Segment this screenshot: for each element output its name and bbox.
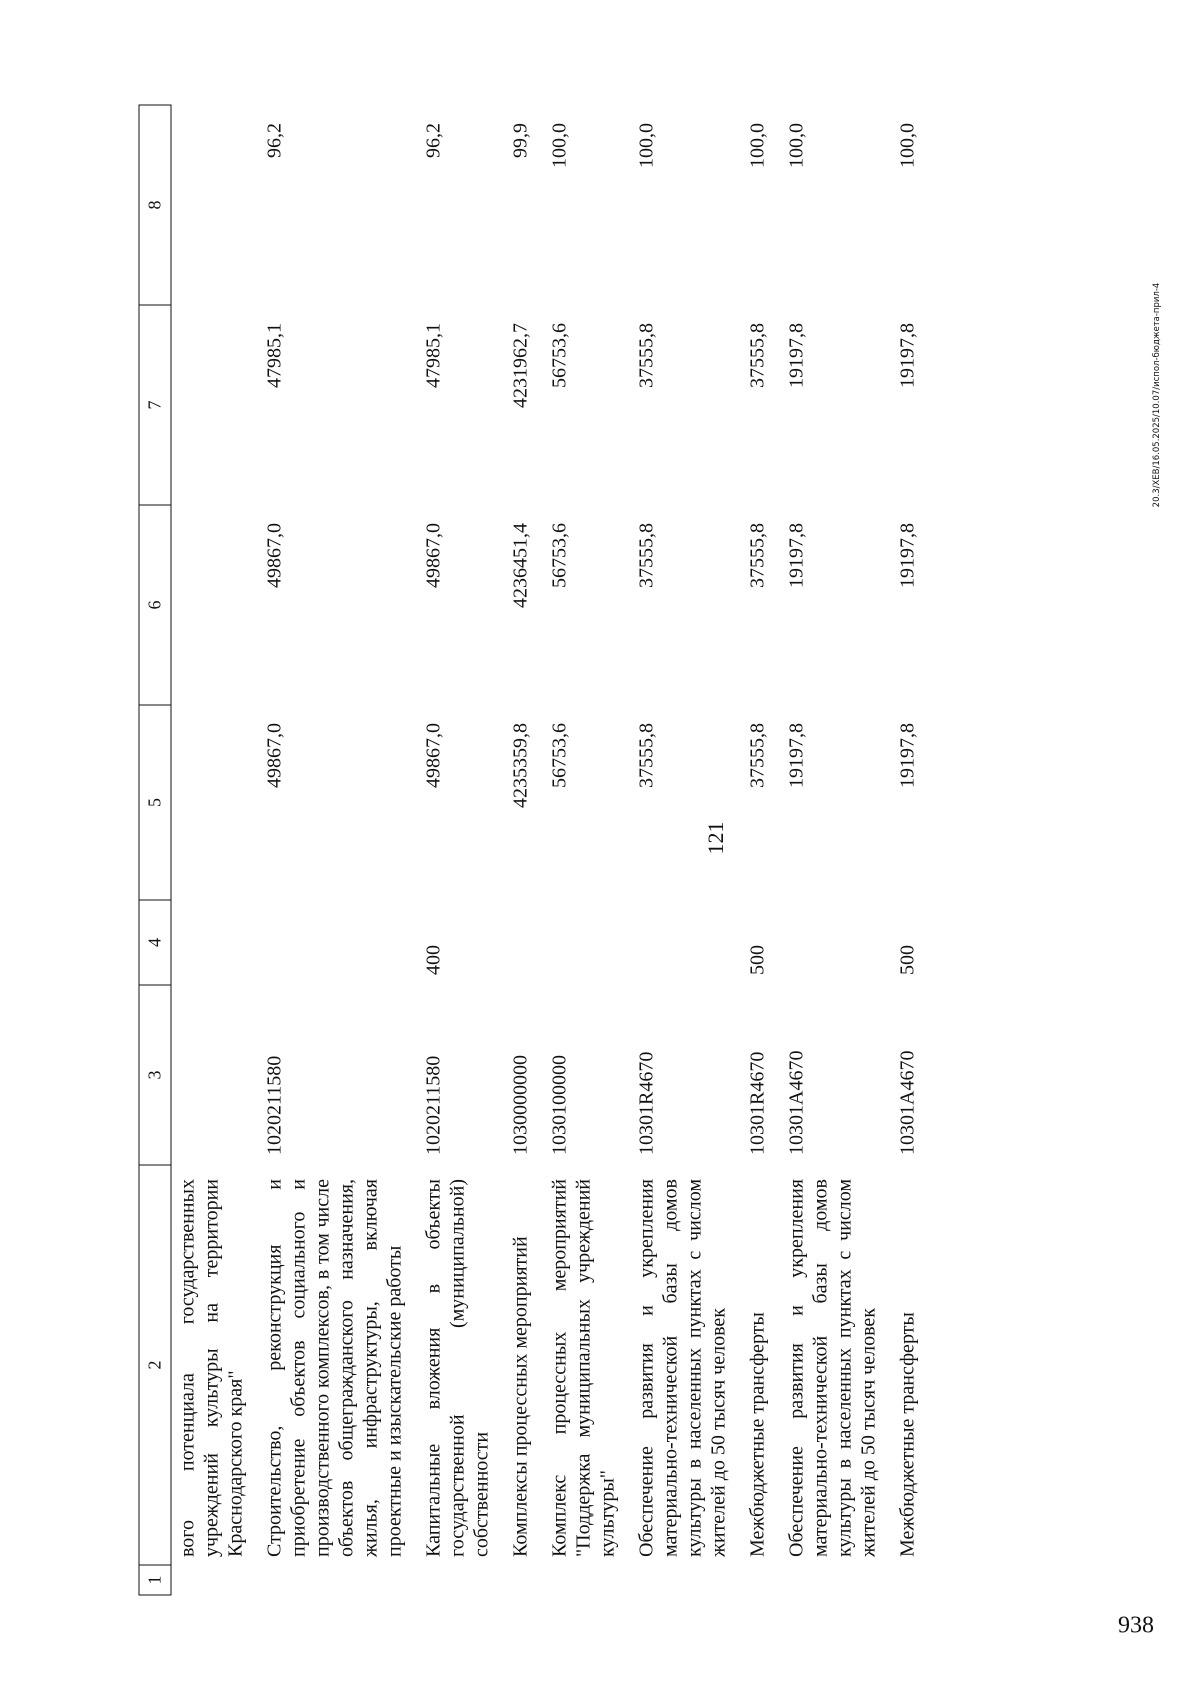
row-c5: 37555,8 (746, 723, 769, 788)
table-row (422, 105, 509, 1595)
table-cell (548, 1565, 635, 1595)
row-c8: 100,0 (785, 123, 808, 168)
row-code: 1020211580 (422, 1055, 445, 1155)
table-cell (171, 1565, 263, 1595)
row-c6: 19197,8 (896, 523, 919, 588)
footer-code: 20.3/ХЕВ/16.05.2025/10.07/испол-бюджета-прил-4 (1152, 282, 1162, 508)
table-cell (746, 1565, 785, 1595)
row-c6: 49867,0 (263, 523, 286, 588)
row-c6 (171, 505, 263, 705)
column-header: 4 (139, 900, 171, 985)
row-c8: 100,0 (896, 123, 919, 168)
column-header: 8 (139, 105, 171, 305)
budget-table-rotated (139, 106, 1174, 1596)
row-c8: 100,0 (746, 123, 769, 168)
column-header: 3 (139, 985, 171, 1165)
row-c6: 37555,8 (746, 523, 769, 588)
row-c5 (171, 705, 263, 900)
row-code: 10301R4670 (746, 1051, 769, 1155)
row-c7: 37555,8 (746, 323, 769, 388)
row-name: вого потенциала государственных учреждений культуры на территории Краснодарского края" (176, 1179, 247, 1557)
row-code: 10301A4670 (785, 1050, 808, 1155)
row-c7: 19197,8 (785, 323, 808, 388)
row-c7: 56753,6 (548, 323, 571, 388)
table-row (746, 105, 785, 1595)
budget-table (139, 105, 935, 1596)
row-name: Комплексы процессных мероприятий (509, 1236, 532, 1557)
row-vtype: 400 (422, 945, 445, 975)
row-c6: 4236451,4 (509, 523, 532, 608)
row-vtype: 500 (896, 945, 919, 975)
row-c7: 47985,1 (422, 323, 445, 388)
row-c5: 49867,0 (263, 723, 286, 788)
table-row (171, 105, 263, 1595)
table-row (509, 105, 548, 1595)
row-name: Обеспечение развития и укрепления материально-технической базы домов культуры в населенных пунктах с числом жителей до 50 тысяч человек (785, 1179, 880, 1557)
row-c8: 96,2 (422, 123, 445, 158)
row-c7: 19197,8 (896, 323, 919, 388)
row-code (171, 985, 263, 1165)
table-row (548, 105, 635, 1595)
row-c7: 37555,8 (635, 323, 658, 388)
column-header: 2 (139, 1165, 171, 1565)
column-header: 7 (139, 305, 171, 505)
table-cell (635, 1565, 746, 1595)
table-row (785, 105, 896, 1595)
row-name: Обеспечение развития и укрепления материально-технической базы домов культуры в населенных пунктах с числом жителей до 50 тысяч человек (635, 1179, 730, 1557)
row-code: 1020211580 (263, 1055, 286, 1155)
row-vtype (785, 900, 896, 985)
row-vtype (548, 900, 635, 985)
table-cell (263, 1565, 422, 1595)
row-c5: 19197,8 (785, 723, 808, 788)
table-row (263, 105, 422, 1595)
row-c5: 4235359,8 (509, 723, 532, 808)
row-c6: 19197,8 (785, 523, 808, 588)
column-header: 6 (139, 505, 171, 705)
row-c8: 100,0 (548, 123, 571, 168)
row-c6: 37555,8 (635, 523, 658, 588)
row-vtype (635, 900, 746, 985)
row-code: 10301A4670 (896, 1050, 919, 1155)
row-c7: 4231962,7 (509, 323, 532, 408)
row-code: 1030000000 (509, 1055, 532, 1155)
row-name: Комплекс процессных мероприятий "Поддержка муниципальных учреждений культуры" (548, 1179, 619, 1557)
table-cell (422, 1565, 509, 1595)
row-code: 10301R4670 (635, 1051, 658, 1155)
column-header: 5 (139, 705, 171, 900)
row-name: Межбюджетные трансферты (896, 1312, 919, 1557)
table-cell (896, 1565, 935, 1595)
row-c7: 47985,1 (263, 323, 286, 388)
row-vtype (509, 900, 548, 985)
column-header-row (139, 105, 171, 1595)
row-c5: 49867,0 (422, 723, 445, 788)
column-header: 1 (139, 1565, 171, 1595)
row-vtype (263, 900, 422, 985)
table-cell (785, 1565, 896, 1595)
row-c8 (171, 105, 263, 305)
page-number-bottom: 938 (1118, 1612, 1154, 1639)
row-name: Межбюджетные трансферты (746, 1312, 769, 1557)
row-c5: 19197,8 (896, 723, 919, 788)
row-name: Строительство, реконструкция и приобретение объектов социального и производственного комплексов, в том числе объектов общегражданского назначения, жилья, инфраструктуры, включая проектные и изыскательские работы (263, 1179, 406, 1557)
table-cell (509, 1565, 548, 1595)
row-c6: 56753,6 (548, 523, 571, 588)
page-number-top: 121 (703, 821, 728, 855)
row-c7 (171, 305, 263, 505)
row-c8: 96,2 (263, 123, 286, 158)
row-c6: 49867,0 (422, 523, 445, 588)
row-vtype (171, 900, 263, 985)
row-c8: 100,0 (635, 123, 658, 168)
table-row (635, 105, 746, 1595)
row-name: Капитальные вложения в объекты государственной (муниципальной) собственности (422, 1179, 493, 1557)
row-c5: 56753,6 (548, 723, 571, 788)
row-c8: 99,9 (509, 123, 532, 158)
row-c5: 37555,8 (635, 723, 658, 788)
row-code: 1030100000 (548, 1055, 571, 1155)
row-vtype: 500 (746, 945, 769, 975)
table-row (896, 105, 935, 1595)
